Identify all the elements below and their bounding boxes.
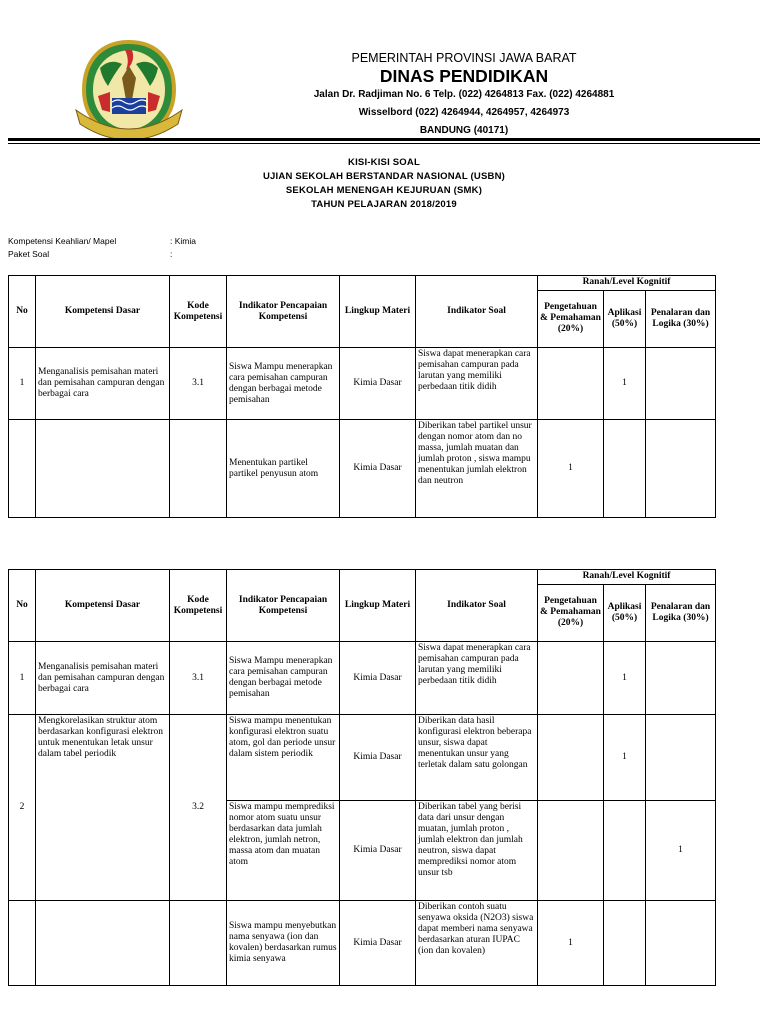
- row-pengetahuan: 1: [538, 420, 604, 518]
- col-aplikasi: Aplikasi (50%): [604, 290, 646, 347]
- table-row: [9, 420, 716, 518]
- row-indikator-soal: Siswa dapat menerapkan cara pemisahan campuran pada larutan yang memiliki perbedaan titik didih: [416, 642, 538, 715]
- row-lingkup-materi: Kimia Dasar: [340, 801, 416, 901]
- table-row: [9, 642, 716, 715]
- kisi-kisi-table-1: [8, 275, 716, 518]
- kompetensi-label: Kompetensi Keahlian/ Mapel: [8, 236, 117, 246]
- row-pengetahuan: [538, 348, 604, 420]
- row-lingkup-materi: Kimia Dasar: [340, 420, 416, 518]
- row-indikator-pencapaian: Siswa Mampu menerapkan cara pemisahan campuran dengan berbagai metode pemisahan: [227, 348, 340, 420]
- row-aplikasi: 1: [604, 642, 646, 715]
- document-meta: [8, 235, 196, 261]
- col-aplikasi: Aplikasi (50%): [604, 584, 646, 641]
- row-kode: 3.2: [170, 715, 227, 901]
- document-title: [0, 156, 768, 212]
- col-pengetahuan: Pengetahuan & Pemahaman (20%): [538, 584, 604, 641]
- row-penalaran: [646, 420, 716, 518]
- letterhead-rule-thin: [8, 143, 760, 144]
- kompetensi-value: : Kimia: [170, 236, 196, 246]
- letterhead-address: Jalan Dr. Radjiman No. 6 Telp. (022) 4264813 Fax. (022) 4264881: [313, 89, 615, 100]
- letterhead-office: DINAS PENDIDIKAN: [379, 66, 549, 86]
- letterhead-city: BANDUNG (40171): [419, 125, 509, 136]
- letterhead-rule-thick: [8, 138, 760, 141]
- row-penalaran: [646, 348, 716, 420]
- row-indikator-pencapaian: Menentukan partikel partikel penyusun atom: [227, 420, 340, 518]
- col-kompetensi-dasar: Kompetensi Dasar: [36, 570, 170, 642]
- row-pengetahuan: [538, 715, 604, 801]
- row-aplikasi: 1: [604, 348, 646, 420]
- row-kode: 3.1: [170, 642, 227, 715]
- col-kompetensi-dasar: Kompetensi Dasar: [36, 276, 170, 348]
- col-kode: Kode Kompetensi: [170, 570, 227, 642]
- col-indikator-soal: Indikator Soal: [416, 276, 538, 348]
- row-aplikasi: [604, 420, 646, 518]
- row-kompetensi-dasar: Mengkorelasikan struktur atom berdasarkan konfigurasi elektron untuk menentukan letak unsur dalam tabel periodik: [36, 715, 170, 901]
- col-penalaran: Penalaran dan Logika (30%): [646, 290, 716, 347]
- letterhead: [268, 50, 660, 140]
- row-lingkup-materi: Kimia Dasar: [340, 348, 416, 420]
- paket-label: Paket Soal: [8, 249, 50, 259]
- row-indikator-soal: Diberikan tabel yang berisi data dari unsur dengan muatan, jumlah proton , jumlah elektron dan jumlah neutron, siswa dapat memprediksi nomor atom unsur tsb: [416, 801, 538, 901]
- row-no: 1: [9, 642, 36, 715]
- table-row: [9, 715, 716, 801]
- row-penalaran: [646, 715, 716, 801]
- row-indikator-soal: Diberikan contoh suatu senyawa oksida (N2O3) siswa dapat memberi nama senyawa berdasarkan aturan IUPAC (ion dan kovalen): [416, 901, 538, 986]
- paket-value: :: [170, 249, 173, 259]
- row-indikator-pencapaian: Siswa mampu menentukan konfigurasi elektron suatu atom, gol dan periode unsur dalam sistem periodik: [227, 715, 340, 801]
- col-lingkup-materi: Lingkup Materi: [340, 570, 416, 642]
- row-kompetensi-dasar: [36, 901, 170, 986]
- kisi-kisi-table-2: [8, 569, 716, 986]
- col-penalaran: Penalaran dan Logika (30%): [646, 584, 716, 641]
- col-ranah: Ranah/Level Kognitif: [538, 570, 716, 585]
- row-pengetahuan: 1: [538, 901, 604, 986]
- row-kode: [170, 420, 227, 518]
- row-lingkup-materi: Kimia Dasar: [340, 901, 416, 986]
- row-indikator-pencapaian: Siswa Mampu menerapkan cara pemisahan campuran dengan berbagai metode pemisahan: [227, 642, 340, 715]
- letterhead-government: PEMERINTAH PROVINSI JAWA BARAT: [351, 51, 577, 65]
- row-indikator-soal: Siswa dapat menerapkan cara pemisahan campuran pada larutan yang memiliki perbedaan titik didih: [416, 348, 538, 420]
- provincial-emblem-logo: [70, 40, 188, 140]
- col-indikator-soal: Indikator Soal: [416, 570, 538, 642]
- col-indikator-pencapaian: Indikator Pencapaian Kompetensi: [227, 570, 340, 642]
- row-penalaran: 1: [646, 801, 716, 901]
- col-no: No: [9, 570, 36, 642]
- row-kompetensi-dasar: [36, 420, 170, 518]
- title-line-3: SEKOLAH MENENGAH KEJURUAN (SMK): [285, 185, 483, 196]
- row-aplikasi: [604, 801, 646, 901]
- title-line-2: UJIAN SEKOLAH BERSTANDAR NASIONAL (USBN): [263, 171, 505, 182]
- col-kode: Kode Kompetensi: [170, 276, 227, 348]
- row-lingkup-materi: Kimia Dasar: [340, 642, 416, 715]
- row-no: 2: [9, 715, 36, 901]
- col-pengetahuan: Pengetahuan & Pemahaman (20%): [538, 290, 604, 347]
- table-row: [9, 901, 716, 986]
- col-ranah: Ranah/Level Kognitif: [538, 276, 716, 291]
- col-indikator-pencapaian: Indikator Pencapaian Kompetensi: [227, 276, 340, 348]
- row-lingkup-materi: Kimia Dasar: [340, 715, 416, 801]
- title-line-4: TAHUN PELAJARAN 2018/2019: [311, 199, 457, 210]
- row-indikator-pencapaian: Siswa mampu menyebutkan nama senyawa (ion dan kovalen) berdasarkan rumus kimia senyawa: [227, 901, 340, 986]
- row-no: [9, 420, 36, 518]
- row-indikator-pencapaian: Siswa mampu memprediksi nomor atom suatu unsur berdasarkan data jumlah elektron, jumlah netron, massa atom dan muatan atom: [227, 801, 340, 901]
- row-penalaran: [646, 642, 716, 715]
- row-kompetensi-dasar: Menganalisis pemisahan materi dan pemisahan campuran dengan berbagai cara: [36, 642, 170, 715]
- letterhead-phone: Wisselbord (022) 4264944, 4264957, 4264973: [358, 107, 570, 118]
- row-indikator-soal: Diberikan data hasil konfigurasi elektron beberapa unsur, siswa dapat menentukan unsur yang terletak dalam satu golongan: [416, 715, 538, 801]
- col-lingkup-materi: Lingkup Materi: [340, 276, 416, 348]
- row-no: [9, 901, 36, 986]
- row-indikator-soal: Diberikan tabel partikel unsur dengan nomor atom dan no massa, jumlah muatan dan jumlah proton , siswa mampu menentukan jumlah elektron dan neutron: [416, 420, 538, 518]
- row-kode: 3.1: [170, 348, 227, 420]
- col-no: No: [9, 276, 36, 348]
- title-line-1: KISI-KISI SOAL: [348, 157, 420, 168]
- row-aplikasi: 1: [604, 715, 646, 801]
- row-pengetahuan: [538, 801, 604, 901]
- row-penalaran: [646, 901, 716, 986]
- row-kode: [170, 901, 227, 986]
- row-aplikasi: [604, 901, 646, 986]
- table-row: [9, 348, 716, 420]
- row-no: 1: [9, 348, 36, 420]
- row-pengetahuan: [538, 642, 604, 715]
- row-kompetensi-dasar: Menganalisis pemisahan materi dan pemisahan campuran dengan berbagai cara: [36, 348, 170, 420]
